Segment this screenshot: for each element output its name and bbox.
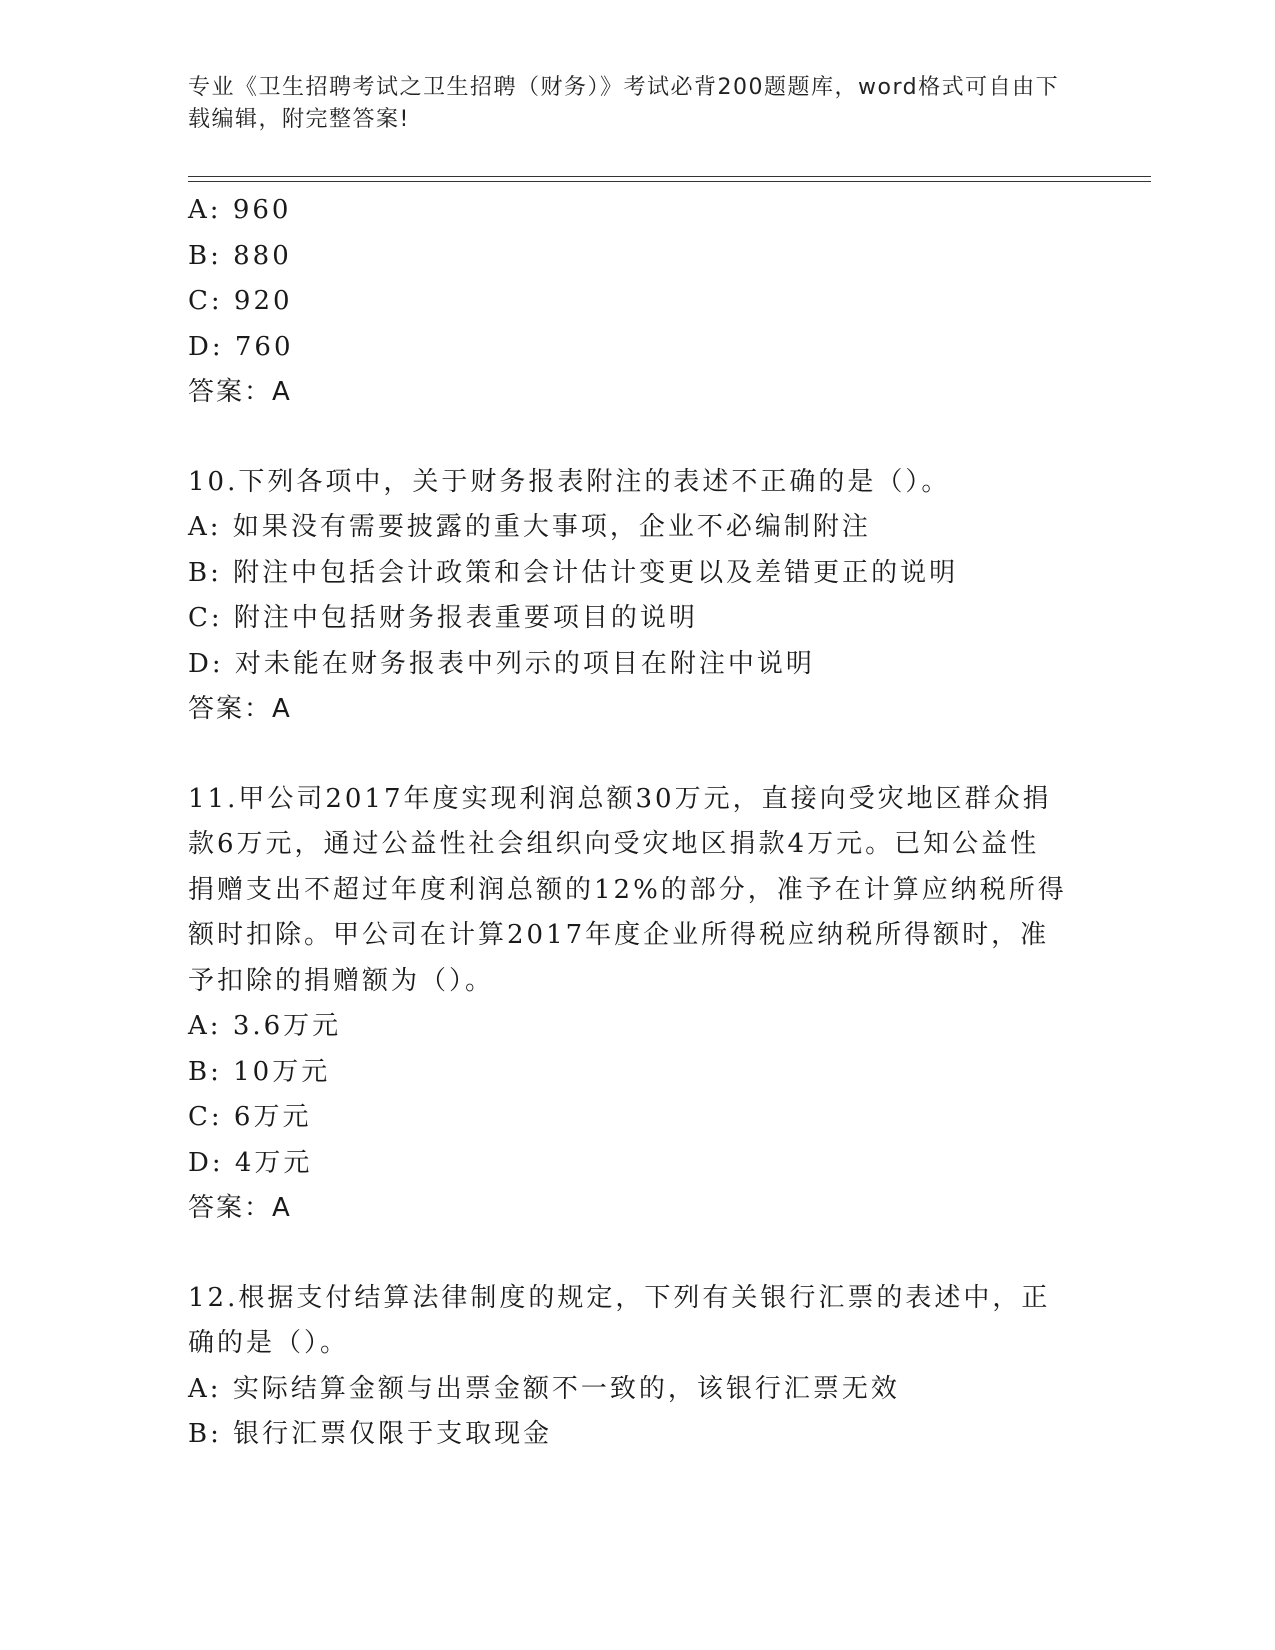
option-text: 实际结算金额与出票金额不一致的，该银行汇票无效 [232,1373,900,1404]
option-a [188,505,1088,551]
option-label: C: [188,286,223,316]
option-label: C: [188,1102,223,1132]
option-text: 960 [232,195,292,225]
document-header: 专业《卫生招聘考试之卫生招聘（财务）》考试必背200题题库，word格式可自由下载编辑，附完整答案! [188,75,1060,132]
option-text: 920 [233,286,293,316]
spacer [188,416,1088,460]
answer-line: 答案：A [188,694,292,724]
option-label: B: [188,1419,222,1449]
answer-line: 答案：A [188,1193,292,1223]
option-label: B: [188,557,222,588]
answer-line: 答案：A [188,377,292,407]
option-text: 760 [234,331,294,362]
option-label: A: [188,1011,222,1041]
option-label: D: [188,648,224,679]
option-text: 附注中包括财务报表重要项目的说明 [233,603,698,633]
option-text: 4万元 [234,1147,313,1178]
option-text: 3.6万元 [232,1011,342,1041]
option-a [188,1004,1088,1050]
question-content [188,188,1088,1458]
option-text: 6万元 [233,1102,312,1132]
option-c [188,596,1088,642]
option-label: A: [188,512,222,542]
option-text: 10万元 [233,1056,331,1087]
option-b [188,551,1088,597]
option-label: D: [188,331,224,362]
question-stem: 11.甲公司2017年度实现利润总额30万元，直接向受灾地区群众捐款6万元，通过公益性社会组织向受灾地区捐款4万元。已知公益性捐赠支出不超过年度利润总额的12%的部分，准予在计算应纳税所得额时扣除。甲公司在计算2017年度企业所得税应纳税所得额时，准予扣除的捐赠额为（）。 [188,783,1067,996]
option-text: 附注中包括会计政策和会计估计变更以及差错更正的说明 [233,557,959,588]
option-label: C: [188,603,223,633]
option-label: D: [188,1147,224,1178]
option-b [188,234,1088,280]
option-c [188,279,1088,325]
question-11 [188,777,1088,1232]
option-text: 对未能在财务报表中列示的项目在附注中说明 [234,648,815,679]
question-10 [188,460,1088,733]
option-text: 如果没有需要披露的重大事项，企业不必编制附注 [232,512,871,542]
option-a [188,188,1088,234]
option-b [188,1050,1088,1096]
option-label: B: [188,240,222,271]
option-b [188,1412,1088,1458]
question-stem: 12.根据支付结算法律制度的规定，下列有关银行汇票的表述中，正确的是（）。 [188,1282,1051,1358]
option-text: 银行汇票仅限于支取现金 [233,1419,553,1449]
option-d [188,325,1088,371]
option-label: B: [188,1056,222,1087]
question-12 [188,1276,1088,1458]
header-divider-bottom [188,181,1151,182]
spacer [188,1232,1088,1276]
spacer [188,733,1088,777]
option-d [188,1141,1088,1187]
option-d [188,642,1088,688]
question-9 [188,188,1088,416]
option-label: A: [188,195,222,225]
option-c [188,1095,1088,1141]
header-divider-top [188,176,1151,177]
option-label: A: [188,1373,222,1404]
option-a [188,1367,1088,1413]
question-stem: 10.下列各项中，关于财务报表附注的表述不正确的是（）。 [188,466,951,497]
option-text: 880 [233,240,292,271]
